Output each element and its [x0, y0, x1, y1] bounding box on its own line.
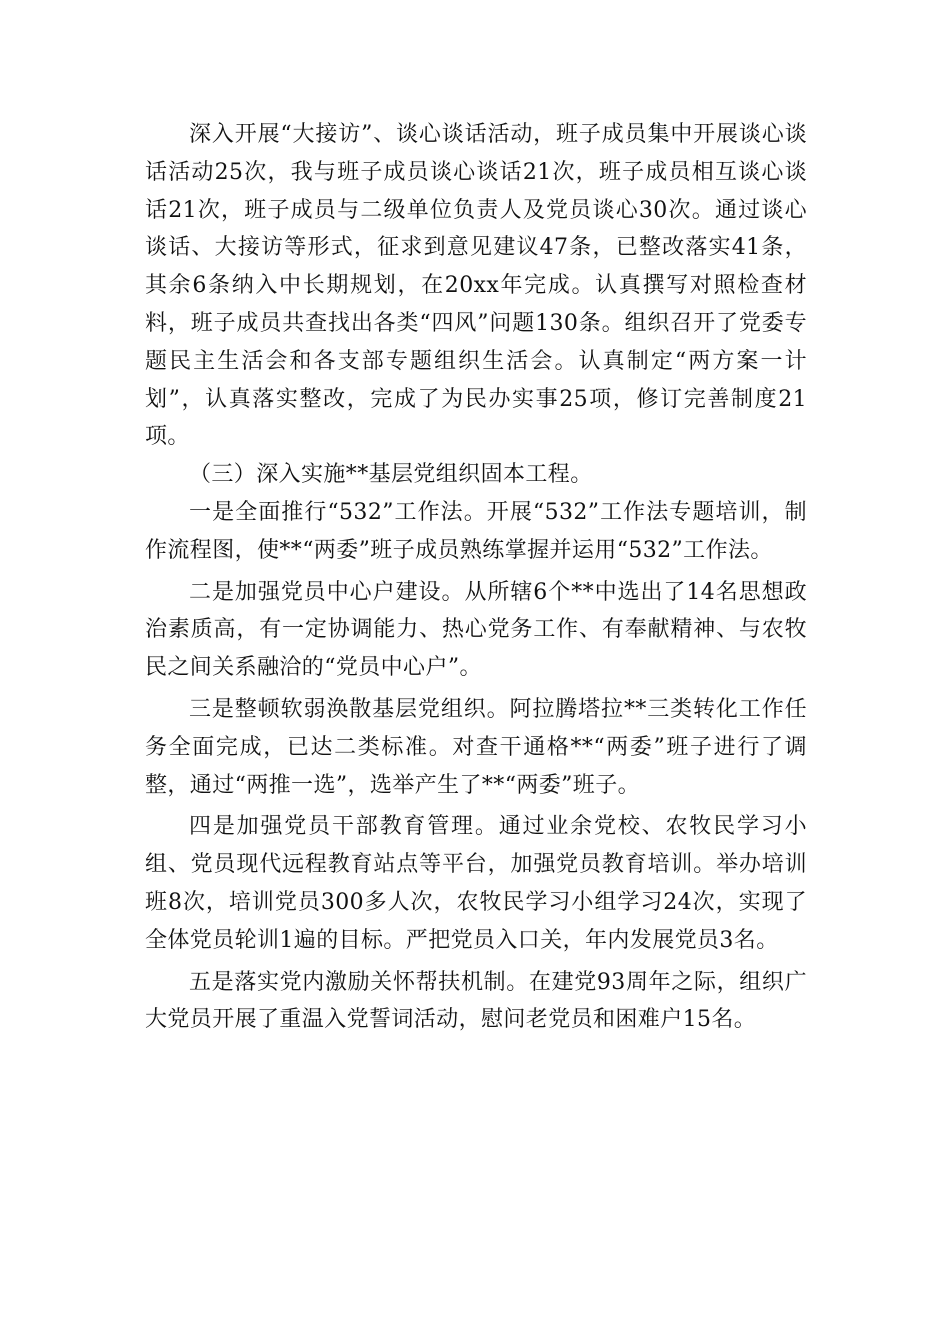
paragraph-item-one: 一是全面推行“532”工作法。开展“532”工作法专题培训，制作流程图，使**“两委”班子成员熟练掌握并运用“532”工作法。: [145, 499, 807, 563]
paragraph-interviews-and-talks: 深入开展“大接访”、谈心谈话活动，班子成员集中开展谈心谈话活动25次，我与班子成员谈心谈话21次，班子成员相互谈心谈话21次，班子成员与二级单位负责人及党员谈心30次。通过谈心谈话、大接访等形式，征求到意见建议47条，已整改落实41条，其余6条纳入中长期规划，在20xx年完成。认真撰写对照检查材料，班子成员共查找出各类“四风”问题130条。组织召开了党委专题民主生活会和各支部专题组织生活会。认真制定“两方案一计划”，认真落实整改，完成了为民办实事25项，修订完善制度21项。: [145, 122, 807, 450]
paragraph-item-four: 四是加强党员干部教育管理。通过业余党校、农牧民学习小组、党员现代远程教育站点等平台，加强党员教育培训。举办培训班8次，培训党员300多人次，农牧民学习小组学习24次，实现了全体党员轮训1遍的目标。严把党员入口关，年内发展党员3名。: [145, 814, 807, 953]
section-heading-three: （三）深入实施**基层党组织固本工程。: [189, 462, 593, 488]
paragraph-item-five: 五是落实党内激励关怀帮扶机制。在建党93周年之际，组织广大党员开展了重温入党誓词活动，慰问老党员和困难户15名。: [145, 969, 807, 1033]
paragraph-item-three: 三是整顿软弱涣散基层党组织。阿拉腾塔拉**三类转化工作任务全面完成，已达二类标准。对查干通格**“两委”班子进行了调整，通过“两推一选”，选举产生了**“两委”班子。: [145, 696, 807, 798]
paragraph-item-two: 二是加强党员中心户建设。从所辖6个**中选出了14名思想政治素质高，有一定协调能力、热心党务工作、有奉献精神、与农牧民之间关系融洽的“党员中心户”。: [145, 579, 807, 681]
document-body: [145, 116, 807, 1039]
